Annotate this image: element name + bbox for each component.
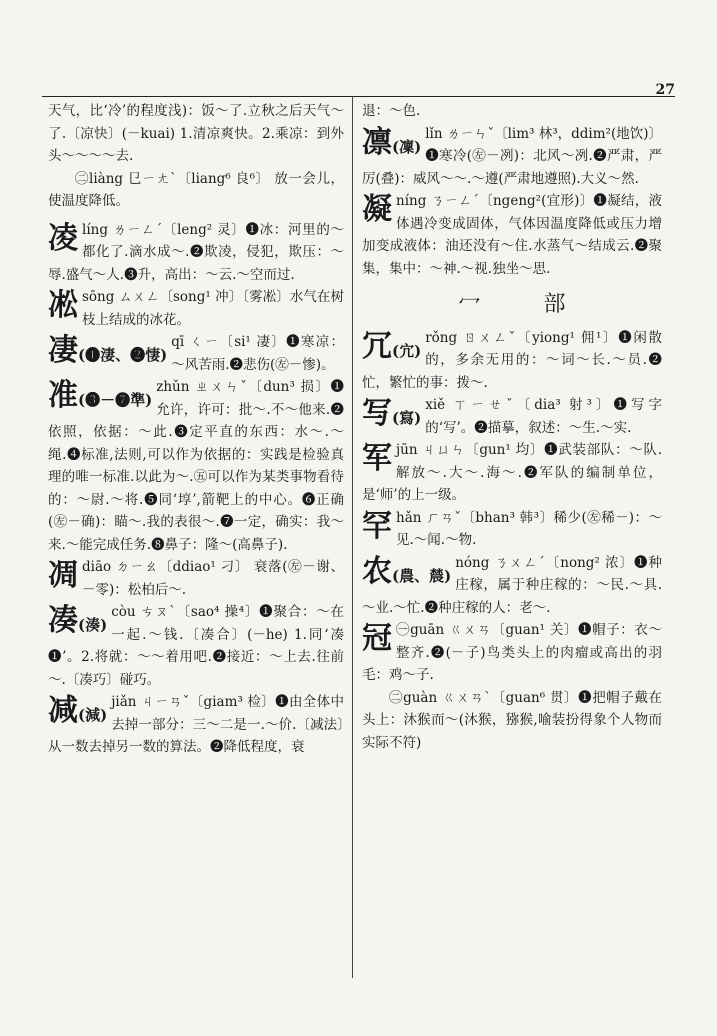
definition-ning: níng ㄋㄧㄥˊ〔ngeng²(宜形)〕❶凝结，液体遇冷变成固体，气体因温度降低或压力增加变成液体：油还没有～住.水蒸气～结成云.❷聚集，集中：～神.～视.独坐～思. [362,193,662,277]
variant-cou: (湊) [78,616,108,634]
entry-guan [362,619,662,687]
radical-section-title: 冖 部 [458,292,594,317]
headword-ling: 凌 [48,220,78,256]
headword-ning: 凝 [362,192,392,227]
continuation-text-right [362,100,662,123]
column-divider [352,96,353,978]
definition-jian: jiǎn ㄐㄧㄢˇ〔giam³ 检〕❶由全体中去掉一部分：三～二是一.～价.〔减法〕从一数去掉另一数的算法。❷降低程度，衰 [48,694,344,755]
headword-jian: 减(減) [48,693,108,728]
variant-zhun: (❸－❼準) [78,391,153,409]
sub-entry-liang-text: ㊁liàng 㔾ㄧㄤˋ〔liang⁶ 良⁶〕 放一会儿，使温度降低。 [48,170,344,209]
entry-nong [362,552,662,620]
entry-ling [48,219,344,287]
headword-han: 罕 [362,508,392,544]
entry-rong [362,327,662,395]
continuation-right-body: 退：～色. [362,103,421,119]
variant-rong: (宂) [392,341,422,360]
headword-guan: 冠 [362,621,392,656]
headword-qi: 凄(❶淒、❷悽) [48,333,168,368]
headword-jun: 军 [362,441,392,476]
definition-diao: diāo ㄉㄧㄠ〔ddiao¹ 刁〕 衰落(㊧－谢、－零)：松柏后～. [82,559,344,598]
definition-qi: qī ㄑㄧ〔si¹ 凄〕❶寒凉：～风苦雨.❷悲伤(㊧－惨)。 [171,334,344,373]
header-rule [42,96,675,97]
definition-xie: xiě ㄒㄧㄝˇ〔dia³ 射³〕❶写字的‘写’。❷描摹，叙述：～生.～实. [425,397,662,436]
variant-lin: (凜) [392,137,422,156]
definition-nong: nóng ㄋㄨㄥˊ〔nong² 浓〕❶种庄稼，属于种庄稼的：～民.～具.～业.～忙.❷种庄稼的人：老～. [362,554,662,616]
headword-zhun: 准(❸－❼準) [48,378,153,413]
entry-ning [362,190,662,280]
definition-song: sōng ㄙㄨㄥ〔song¹ 冲〕〔雾凇〕水气在树枝上结成的冰花。 [82,289,344,328]
headword-diao: 凋 [48,558,78,593]
entry-zhun [48,376,344,556]
headword-rong: 冗(宂) [362,328,422,364]
variant-jian: (減) [78,706,108,724]
definition-rong: rǒng ㄖㄨㄥˇ〔yiong¹ 佣¹〕❶闲散的，多余无用的：～词～长.～员.❷忙，繁忙的事：拨～. [362,329,662,391]
entry-cou [48,601,344,691]
entry-jian [48,691,344,759]
definition-jun: jūn ㄐㄩㄣ〔gun¹ 均〕❶武装部队：～队.解放～.大～.海～.❷军队的编制单位，是‘师’的上一级。 [362,442,662,503]
definition-cou: còu ㄘㄡˋ〔sao⁴ 操⁴〕❶聚合：～在一起.～钱.〔凑合〕(－he) 1.同‘凑❶’。2.将就：～～着用吧.❷接近：～上去.往前～.〔凑巧〕碰巧。 [48,604,344,688]
entry-song [48,286,344,331]
headword-lin: 凛(凜) [362,124,422,160]
sub-entry-guan-text: ㊁guàn ㄍㄨㄢˋ〔guan⁶ 贯〕❶把帽子戴在头上：沐猴而～(沐猴，猕猴,喻装扮得象个人物而实际不符) [362,689,662,751]
entry-qi [48,331,344,376]
entry-jun [362,439,662,507]
headword-cou: 凑(湊) [48,603,108,638]
definition-zhun: zhǔn ㄓㄨㄣˇ〔dun³ 损〕❶允许，许可：批～.不～他来.❷依照，依据：～此.❸定平直的东西：水～.～绳.❹标准,法则,可以作为依据的：实践是检验真理的唯一标准.以此为～.㊄可以作为某类事物看待的：～尉.～将.❺同‘埻’,箭靶上的中心。❻正确(㊧－确)：瞄～.我的表很～.❼一定，确实：我～来.～能完成任务.❽鼻子：隆～(高鼻子). [48,379,344,553]
right-column [362,100,662,754]
headword-xie: 写(寫) [362,396,422,431]
variant-nong: (農、辳) [392,566,452,585]
entry-diao [48,556,344,601]
continuation-body: 天气，比‘冷’的程度浅)：饭～了.立秋之后天气～了.〔凉快〕(－kuai) 1.清凉爽快。2.乘凉：到外头～～～～去. [48,103,344,164]
definition-guan: ㊀guān ㄍㄨㄢ〔guan¹ 关〕❶帽子：衣～整齐.❷(－子)鸟类头上的肉瘤或高出的羽毛：鸡～子. [362,622,662,683]
continuation-text [48,100,344,168]
definition-lin: lǐn ㄌㄧㄣˇ〔lim³ 林³，ddim²(地饮)〕❶寒冷(㊧－冽)：北风～冽.❷严肃，严厉(叠)：威风～～.～遵(严肃地遵照).大义～然. [362,125,662,187]
definition-han: hǎn ㄏㄢˇ〔bhan³ 韩³〕稀少(㊧稀－)：～见.～闻.～物. [396,509,662,548]
variant-qi: (❶淒、❷悽) [78,346,168,364]
left-column [48,100,344,759]
entry-lin [362,123,662,191]
definition-ling: líng ㄌㄧㄥˊ〔leng² 灵〕❶冰：河里的～都化了.滴水成～.❷欺凌，侵犯，欺压：～辱.盛气～人.❸升，高出：～云.～空而过. [48,221,344,283]
sub-entry-liang [48,168,344,213]
variant-xie: (寫) [392,409,422,427]
headword-song: 凇 [48,288,78,323]
page-number: 27 [655,82,675,98]
entry-xie [362,394,662,439]
entry-han [362,507,662,552]
headword-nong: 农(農、辳) [362,553,452,589]
sub-entry-guan [362,687,662,755]
